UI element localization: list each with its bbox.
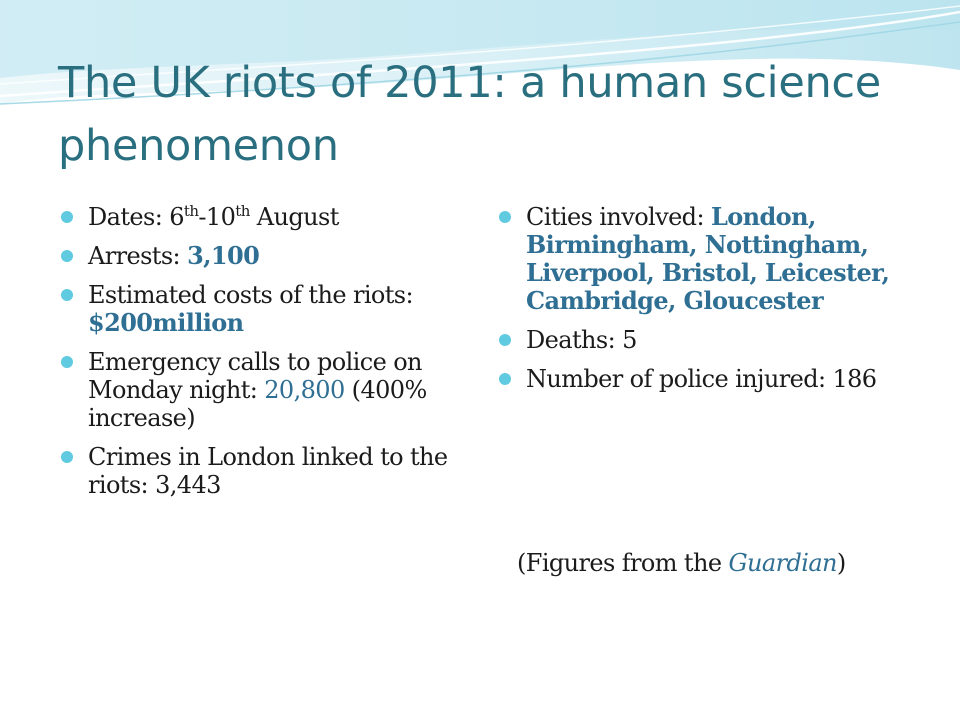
bullet-emergency-calls: Emergency calls to police on Monday night: 20,800 (400% increase) (60, 348, 480, 432)
bullet-deaths: Deaths: 5 (498, 326, 928, 354)
bullet-arrests: Arrests: 3,100 (60, 242, 480, 270)
bullet-costs: Estimated costs of the riots: $200million (60, 281, 480, 337)
source-publication: Guardian (728, 549, 837, 577)
cities-value: London, Birmingham, Nottingham, Liverpool, Bristol, Leicester, Cambridge, Gloucester (526, 202, 890, 315)
bullet-police-injured: Number of police injured: 186 (498, 365, 928, 393)
slide-title: The UK riots of 2011: a human science phenomenon (58, 58, 881, 171)
calls-value: 20,800 (264, 376, 345, 404)
bullet-crimes-london: Crimes in London linked to the riots: 3,443 (60, 443, 480, 499)
left-bullet-list (60, 203, 480, 510)
right-bullet-list (498, 203, 928, 404)
source-note: (Figures from the Guardian) (517, 549, 846, 577)
costs-value: $200million (88, 308, 244, 337)
arrests-value: 3,100 (187, 241, 260, 270)
bullet-cities: Cities involved: London, Birmingham, Nottingham, Liverpool, Bristol, Leicester, Cambridge, Gloucester (498, 203, 928, 315)
bullet-dates: Dates: 6th-10th August (60, 203, 480, 231)
